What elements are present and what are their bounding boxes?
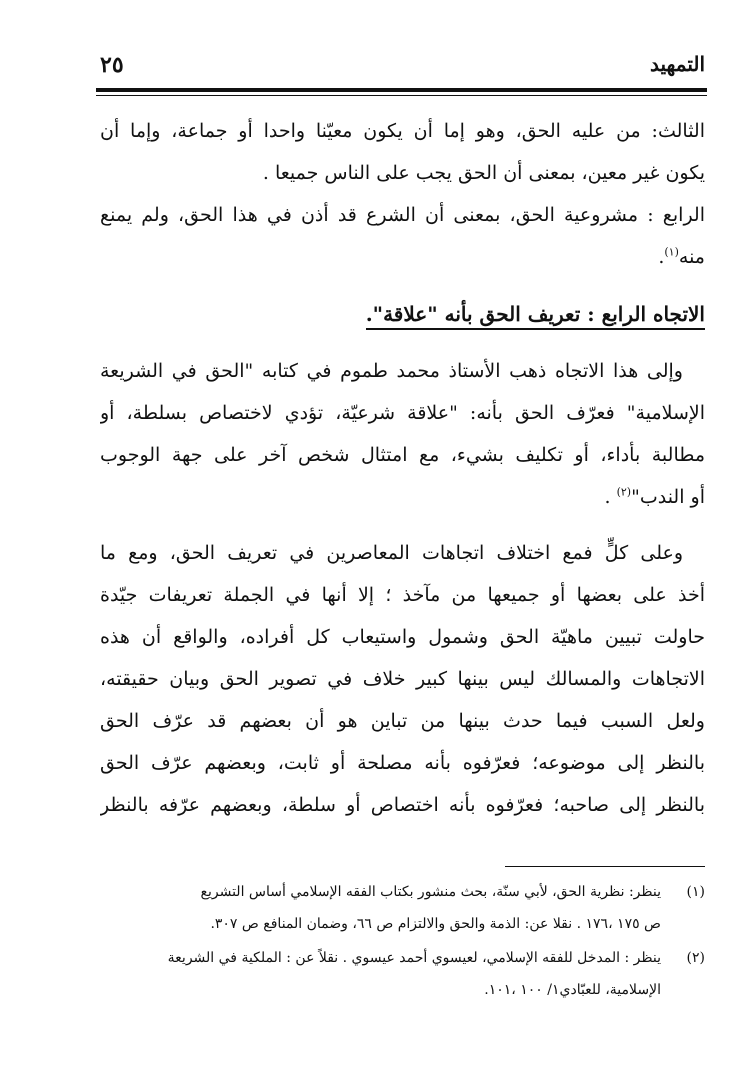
paragraph-text: أو الندب"	[631, 486, 705, 508]
paragraph-line: بالنظر إلى موضوعه؛ فعرّفوه بأنه مصلحة أو ثابت، وبعضهم عرّف الحق	[100, 752, 705, 774]
paragraph-line: يكون غير معين، بمعنى أن الحق يجب على الناس جميعا .	[262, 162, 705, 184]
paragraph-line: الثالث: من عليه الحق، وهو إما أن يكون معيّنا واحدا أو جماعة، وإما أن	[100, 120, 705, 142]
header-rule-thick	[96, 88, 707, 92]
chapter-title: التمهيد	[650, 52, 705, 76]
footnote	[100, 942, 705, 1006]
paragraph-line: أخذ على بعضها أو جميعها من مآخذ ؛ إلا أنها في الجملة تعريفات جيّدة	[100, 584, 705, 606]
footnote-number: (١)	[686, 884, 705, 900]
page-header	[100, 44, 705, 84]
punctuation: .	[658, 246, 665, 268]
paragraph-line: حاولت تبيين ماهيّة الحق وشمول واستيعاب كل أفراده، والواقع أن هذه	[100, 626, 705, 648]
footnote-line: ينظر : المدخل للفقه الإسلامي، لعيسوي أحمد عيسوي . نقلاً عن : الملكية في الشريعة	[167, 950, 661, 966]
paragraph-text: منه	[678, 246, 705, 268]
footnote-line: ص ١٧٥ ،١٧٦ . نقلا عن: الذمة والحق والالتزام ص ٦٦، وضمان المنافع ص ٣٠٧.	[210, 916, 661, 932]
footnote-number: (٢)	[686, 950, 705, 966]
footnote-line: ينظر: نظرية الحق، لأبي سنّة، بحث منشور بكتاب الفقه الإسلامي أساس التشريع	[200, 884, 661, 900]
footnote-ref: (١)	[664, 245, 679, 259]
paragraph-line: الاتجاهات والمسالك ليس بينها كبير خلاف في تصوير الحق وبيان حقيقته،	[100, 668, 705, 690]
body-text	[100, 110, 705, 826]
paragraph-line: ولعل السبب فيما حدث بينها من تباين هو أن بعضهم قد عرّف الحق	[100, 710, 705, 732]
paragraph-line: بالنظر إلى صاحبه؛ فعرّفوه بأنه اختصاص أو سلطة، وبعضهم عرّفه بالنظر	[100, 794, 705, 816]
paragraph-line: الرابع : مشروعية الحق، بمعنى أن الشرع قد أذن في هذا الحق، ولم يمنع	[100, 204, 705, 226]
footnote-ref: (٢)	[616, 485, 632, 499]
footnote-separator	[505, 866, 705, 867]
paragraph-line	[100, 476, 705, 518]
section-heading: الاتجاه الرابع : تعريف الحق بأنه "علاقة".	[100, 292, 705, 336]
footnotes	[100, 876, 705, 1008]
footnote	[100, 876, 705, 940]
paragraph-line: الإسلامية" فعرّف الحق بأنه: "علاقة شرعيّة، تؤدي لاختصاص بسلطة، أو	[100, 402, 705, 424]
punctuation: .	[604, 486, 611, 508]
page-number: ٢٥	[100, 52, 124, 78]
paragraph-line	[100, 236, 705, 278]
header-rule-thin	[96, 95, 707, 96]
paragraph-line: وعلى كلٍّ فمع اختلاف اتجاهات المعاصرين في تعريف الحق، ومع ما	[100, 542, 683, 564]
paragraph-line: وإلى هذا الاتجاه ذهب الأستاذ محمد طموم في كتابه "الحق في الشريعة	[100, 360, 683, 382]
paragraph-line: مطالبة بأداء، أو تكليف بشيء، مع امتثال شخص آخر على جهة الوجوب	[100, 444, 705, 466]
footnote-line: الإسلامية، للعبّادي١/ ١٠٠ ،١٠١.	[484, 982, 661, 998]
